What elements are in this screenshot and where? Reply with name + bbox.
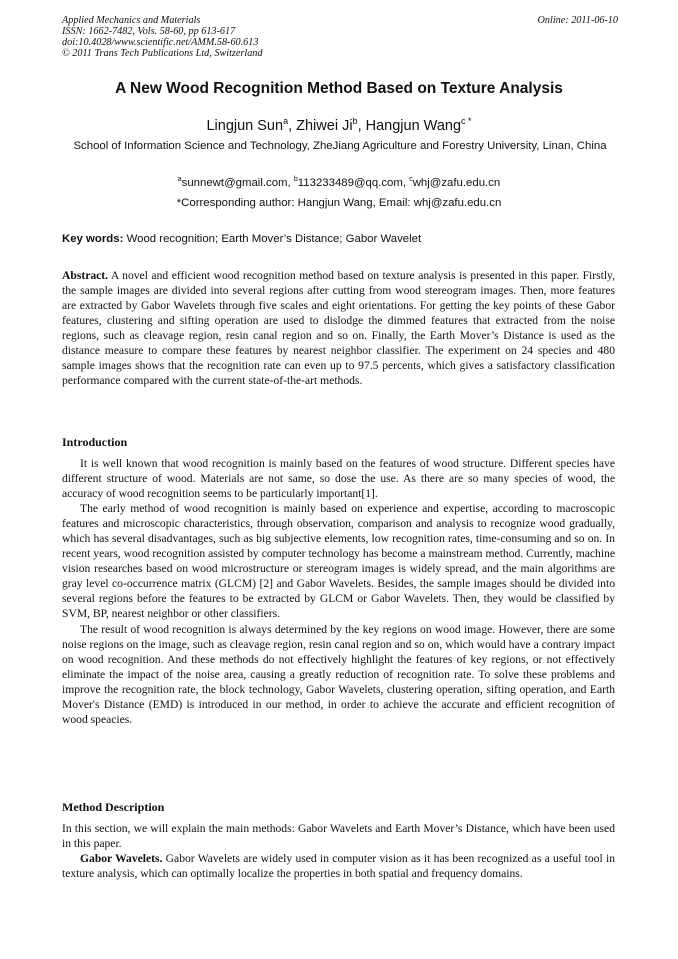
journal-name: Applied Mechanics and Materials <box>62 15 201 26</box>
email-address: sunnewt@gmail.com, <box>181 176 294 189</box>
paragraph-gabor <box>62 851 615 881</box>
author-name: Hangjun Wang <box>365 117 462 134</box>
method-body <box>62 821 615 881</box>
email-superscript: b <box>293 176 298 183</box>
author-superscript: c * <box>461 116 472 126</box>
journal-header <box>62 15 618 59</box>
affiliation: School of Information Science and Technology, ZheJiang Agriculture and Forestry University, Linan, China <box>73 140 607 152</box>
email-superscript: c <box>409 176 413 183</box>
abstract-text: A novel and efficient wood recognition method based on texture analysis is presented in this paper. Firstly, the sample images are divided into several regions after cutting from wood stereogram images. Then, more features are extracted by Gabor Wavelets through five scales and eight orientations. For getting the key points of these Gabor features, clustering and sifting operation are used to dislodge the dimmed features that extracted from the noise regions, such as cleavage region, resin canal region and so on. Finally, the Earth Mover’s Distance is used as the distance measure to compare these features by nearest neighbor classifier. The experiment on 24 species and 480 sample images shows that the recognition rate can even up to 97.5 percents, which gives a satisfactory classification performance compared with the current state-of-the-art methods. <box>62 269 615 388</box>
abstract-label: Abstract. <box>62 269 109 282</box>
author-name: Lingjun Sun <box>206 117 284 134</box>
paper-title: A New Wood Recognition Method Based on Texture Analysis <box>115 80 563 97</box>
gabor-text: Gabor Wavelets are widely used in computer vision as it has been recognized as a useful tool in texture analysis, which can optimally localize the properties in both spatial and frequency domains. <box>62 852 615 881</box>
author-name: Zhiwei Ji <box>296 117 353 134</box>
author-separator: , <box>357 117 366 134</box>
issn-line: ISSN: 1662-7482, Vols. 58-60, pp 613-617 <box>62 26 236 37</box>
author-separator: , <box>288 117 297 134</box>
keywords-text: Wood recognition; Earth Mover’s Distance; Gabor Wavelet <box>123 233 422 245</box>
paragraph: In this section, we will explain the main methods: Gabor Wavelets and Earth Mover’s Distance, which have been used in this paper. <box>62 822 615 851</box>
email-superscript: a <box>177 176 182 183</box>
corresponding-author: *Corresponding author: Hangjun Wang, Email: whj@zafu.edu.cn <box>176 197 502 209</box>
author-list <box>0 116 678 134</box>
paragraph: The early method of wood recognition is mainly based on experience and expertise, according to macroscopic features and microscopic characteristics, through observation, comparison and analysis to recognize wood gradually, which has several disadvantages, such as big subjective elements, low recognition rates, time-consuming and so on. In recent years, wood recognition assisted by computer technology has become a mainstream method. Currently, machine vision researches based on wood microstructure or stereogram images is widely spread, and the main algorithms are gray level co-occurrence matrix (GLCM) [2] and Gabor Wavelets. Besides, the sample images should be divided into several regions before the features to be extracted by GLCM or Gabor Wavelets. Then, they would be classified by SVM, BP, nearest neighbor or other classifiers. <box>62 502 615 621</box>
keywords-label: Key words: <box>62 233 124 245</box>
paragraph: It is well known that wood recognition is mainly based on the features of wood structure. Different species have different structure of wood. Materials are not same, so dose the use. As there are so many species of wood, the accuracy of wood recognition seems to be particularly important[1]. <box>62 457 615 501</box>
copyright-line: © 2011 Trans Tech Publications Ltd, Switzerland <box>62 48 263 59</box>
section-heading-method: Method Description <box>62 800 165 814</box>
author-superscript: a <box>283 116 289 126</box>
section-heading-introduction: Introduction <box>62 435 128 449</box>
doi-line: doi:10.4028/www.scientific.net/AMM.58-60.613 <box>62 37 259 48</box>
keywords <box>62 233 618 245</box>
email-address: whj@zafu.edu.cn <box>412 176 501 189</box>
email-address: 113233489@qq.com, <box>297 176 410 189</box>
online-date: Online: 2011-06-10 <box>537 15 618 26</box>
abstract <box>62 268 615 388</box>
email-list <box>0 176 678 189</box>
introduction-body <box>62 456 615 727</box>
gabor-label: Gabor Wavelets. <box>80 852 163 866</box>
author-superscript: b <box>352 116 358 126</box>
paragraph: The result of wood recognition is always determined by the key regions on wood image. However, there are some noise regions on the image, such as cleavage region, resin canal region and so on, which would have a contrary impact on wood recognition. And these methods do not effectively highlight the features of key regions, or not effectively eliminate the impact of the noise area, causing a greatly reduction of recognition rate. To solve these problems and improve the recognition rate, the block technology, Gabor Wavelets, clustering operation, sifting operation, and Earth Mover's Distance (EMD) is introduced in our method, in order to achieve the accurate and efficient recognition of wood speacies. <box>62 622 615 726</box>
